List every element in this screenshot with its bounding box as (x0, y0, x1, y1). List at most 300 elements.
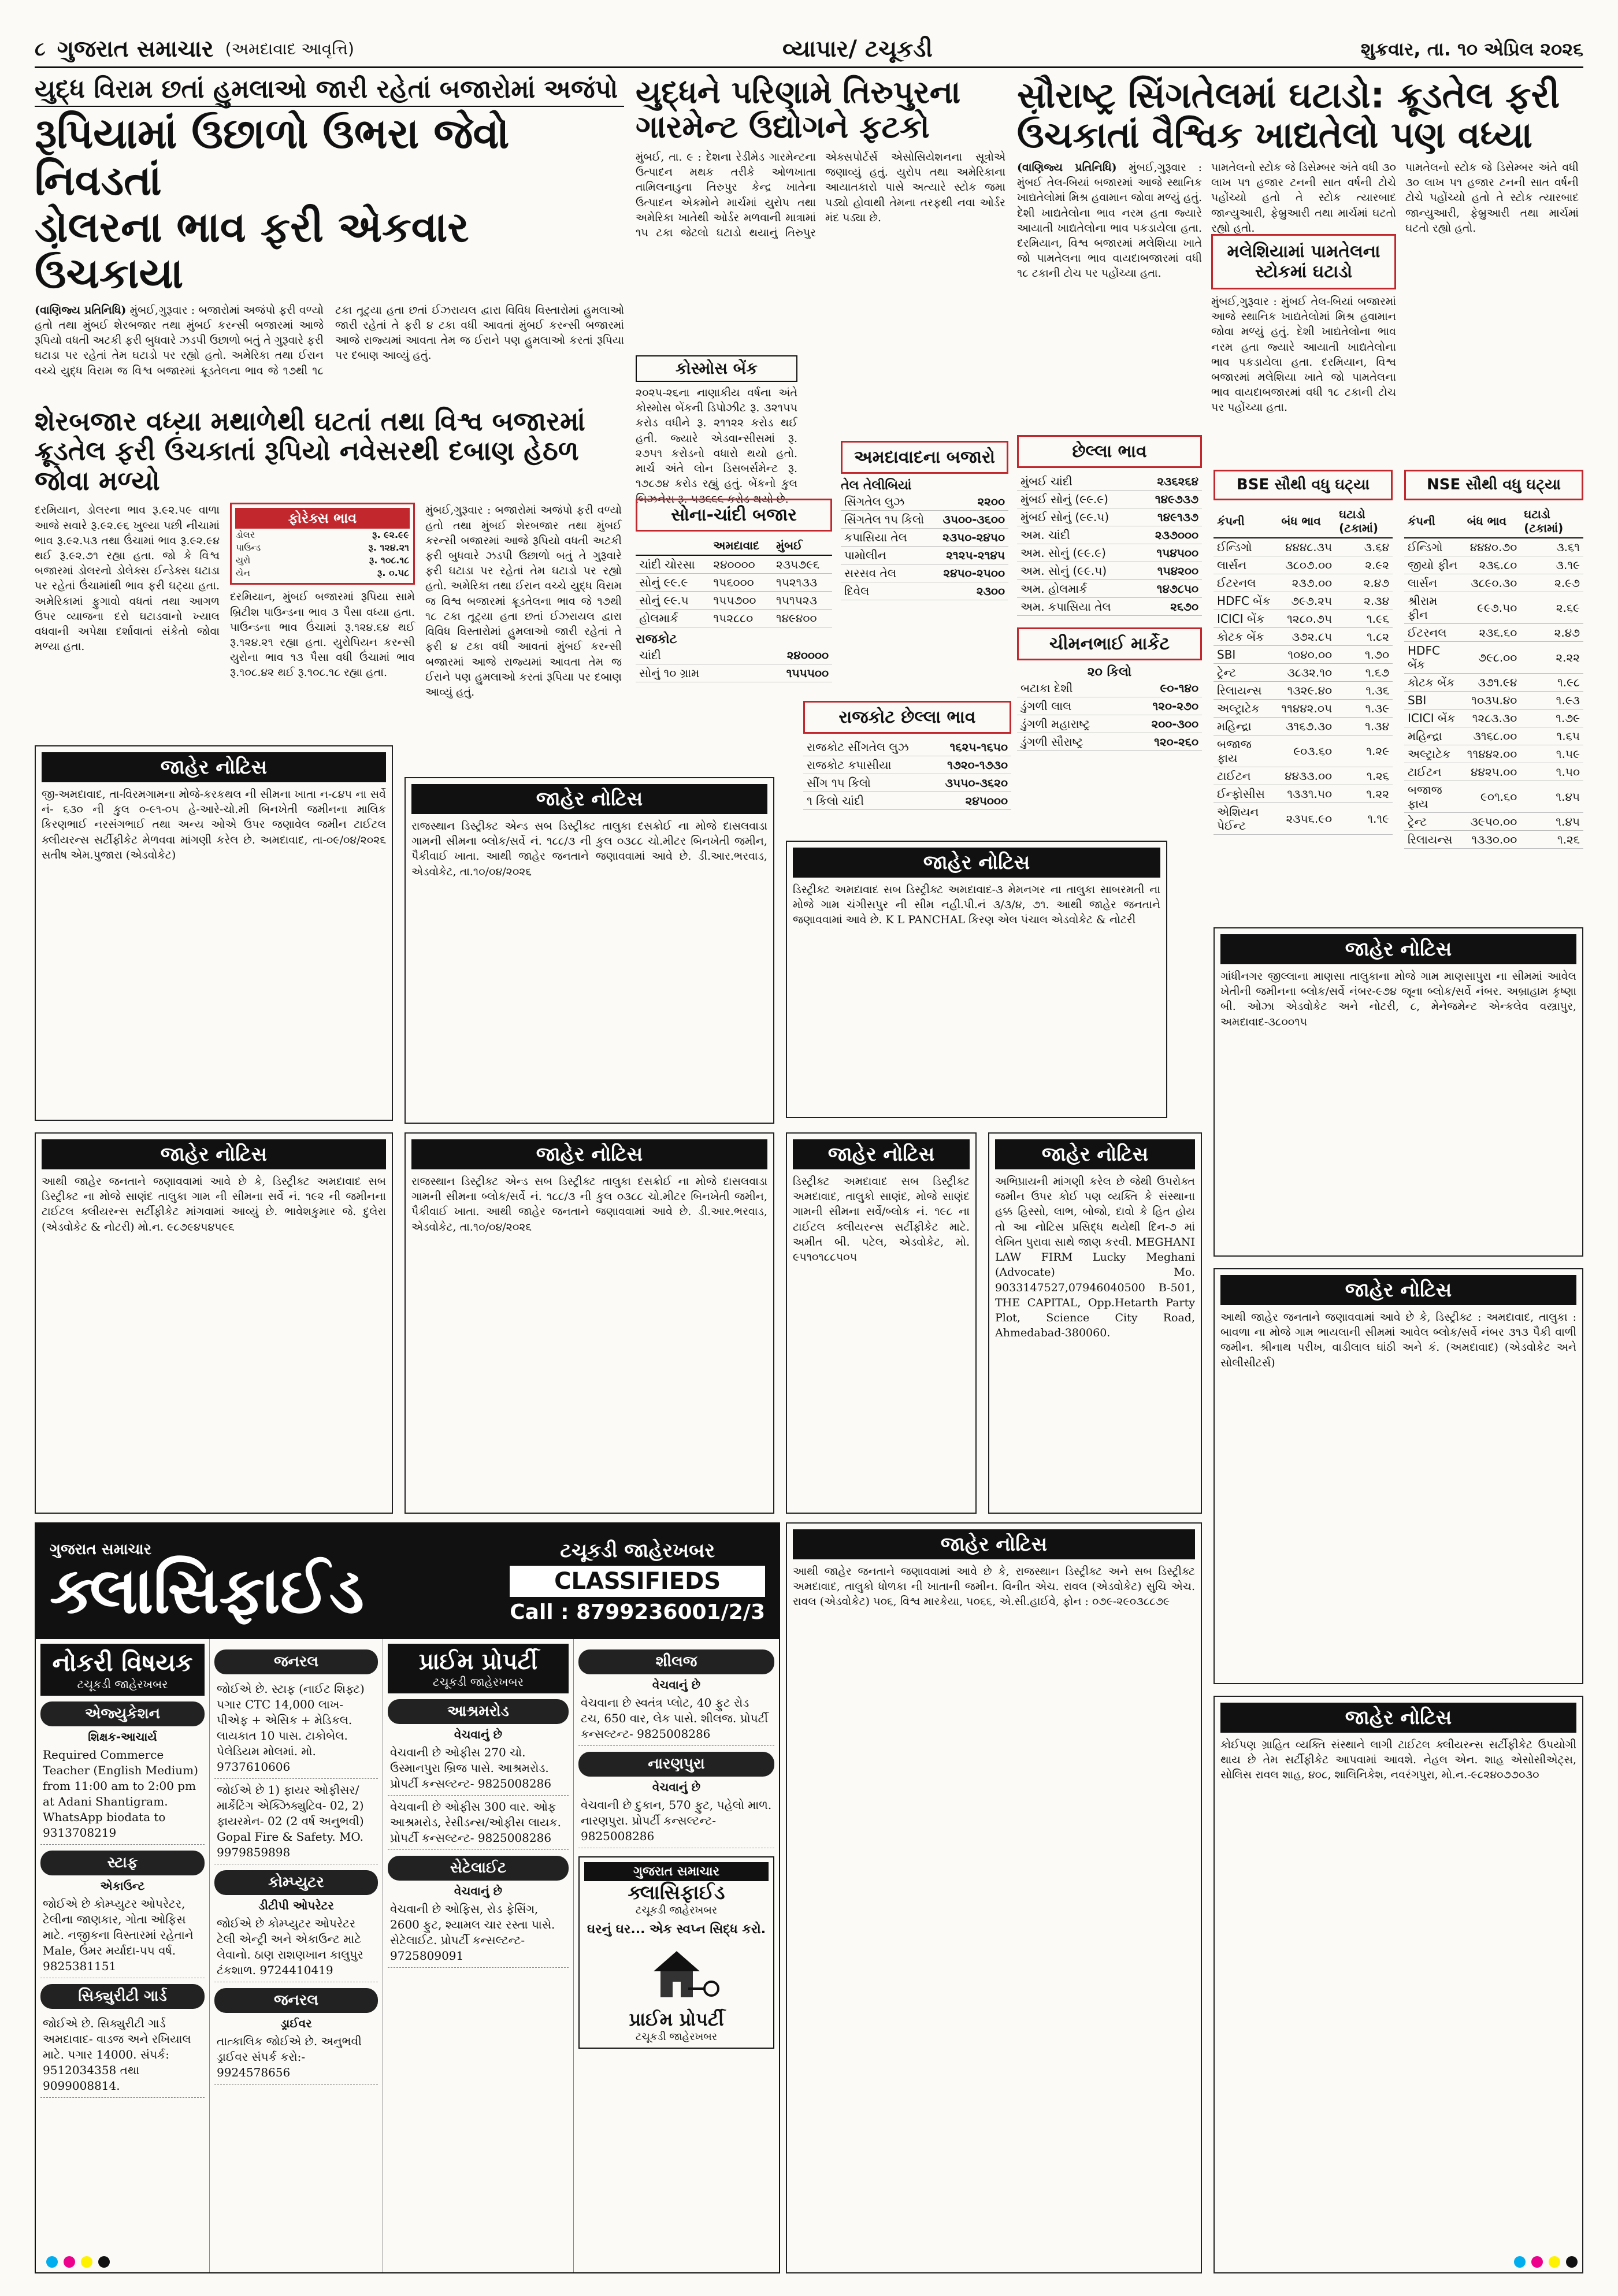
last-price-value: ૨૩૬૨૬૪ (1139, 473, 1202, 491)
bse-change: ૧.૨૬ (1335, 767, 1393, 785)
nse-company: SBI (1404, 692, 1464, 709)
cat-sell-3: વેચવાનું છે (652, 1678, 701, 1692)
notice-7-title: જાહેર નોટિસ (1220, 934, 1576, 964)
bse-close: ૧૨૮૦.૭૫ (1278, 610, 1335, 628)
bse-change: ૧.૩૪ (1335, 718, 1393, 735)
nse-row (1404, 574, 1583, 592)
nse-company: મહિન્દ્રા (1404, 727, 1464, 745)
cat-accounts: એકાઉન્ટ (100, 1879, 145, 1893)
malaysia-title: મલેશિયામાં પામતેલના સ્ટોકમાં ઘટાડો (1211, 234, 1396, 289)
last-prices-table (1017, 473, 1202, 616)
promo-footer-sub: ટચૂકડી જાહેરખબર (635, 2031, 718, 2043)
nse-company: HDFC બેંક (1404, 642, 1464, 674)
bullion-city-1: અમદાવાદ (710, 536, 773, 555)
ahd-market-row (841, 493, 1008, 511)
bse-close: ૧૩૩૧.૫૦ (1278, 785, 1335, 803)
prop-5: વેચવાની છે દુકાન, 570 ફુટ, પહેલો માળ. નારણપુરા. પ્રોપર્ટી કન્સલ્ટન્ટ- 9825008286 (578, 1794, 774, 1848)
nse-row (1404, 674, 1583, 692)
last-price-label: અમ. સોનું (૯૯.૫) (1017, 562, 1139, 580)
bse-close: ૩૭૨.૮૫ (1278, 628, 1335, 646)
notice-9 (786, 1522, 1202, 2273)
notice-6-title: જાહેર નોટિસ (995, 1139, 1195, 1169)
nse-company: બજાજ ફાય (1404, 781, 1464, 813)
newspaper-page (35, 32, 1583, 2262)
classifieds-block (35, 1522, 780, 2273)
nse-header: ઘટાડો (ટકામાં) (1520, 505, 1583, 538)
bse-close: ૭૯૭.૨૫ (1278, 592, 1335, 610)
forex-row (235, 554, 410, 567)
ahd-market-label: સિંગતેલ ૧૫ કિલો (841, 511, 934, 529)
bse-change: ૨.૯૨ (1335, 556, 1393, 574)
ahd-market-label: સિંગતેલ લુઝ (841, 493, 934, 511)
bse-company: અલ્ટ્રાટેક (1214, 700, 1278, 718)
property-title: પ્રાઈમ પ્રોપર્ટી (418, 1648, 538, 1675)
bse-row (1214, 592, 1393, 610)
chimanbhai-title: ચીમનભાઈ માર્કેટ (1017, 627, 1202, 660)
bullion-city-2: મુંબઈ (773, 536, 832, 555)
notice-8-title: જાહેર નોટિસ (1220, 1275, 1576, 1305)
ahd-market-row (841, 547, 1008, 564)
chimanbhai-value: ૯૦-૧૪૦ (1125, 679, 1202, 697)
bullion-rajkot-label: રાજકોટ (636, 632, 677, 647)
ahd-market-row (841, 529, 1008, 547)
bse-close: ૩૧૬૭.૩૦ (1278, 718, 1335, 735)
yellow-dot-right (1549, 2256, 1560, 2268)
classifieds-tag: ટચૂકડી જાહેરખબર (560, 1539, 715, 1562)
bse-table (1214, 505, 1393, 835)
last-price-label: મુંબઈ ચાંદી (1017, 473, 1139, 491)
bse-row (1214, 785, 1393, 803)
last-price-row (1017, 544, 1202, 562)
bse-change: ૩.૬૪ (1335, 538, 1393, 556)
promo-footer: પ્રાઈમ પ્રોપર્ટી (629, 2008, 724, 2030)
rajkot-last-prices (803, 696, 1011, 829)
classifieds-jobs-col (36, 1639, 209, 2272)
magenta-dot (64, 2256, 75, 2268)
last-price-label: મુંબઈ સોનું (૯૯.૯) (1017, 491, 1139, 508)
notice-1 (35, 745, 393, 1121)
notice-3b (404, 1132, 774, 1514)
cosmos-body: ૨૦૨૫-૨૬ના નાણાકીય વર્ષના અંતે કોસ્મોસ બેંકની ડિપોઝીટ રૂ. ૩૨૧૫૫ કરોડ વધીને રૂ. ૨૧૧૨૨ કરોડ થઈ હતી. જ્યારે એડવાન્સીસમાં રૂ. ૨૭૫૧ કરોડનો વધારો થયો હતો. માર્ચ અંતે લોન ડિસબર્સમેન્ટ રૂ. ૧૭૮૭૪ કરોડ રહ્યું હતું. બેંકનો કુલ બિઝનેસ રૂ. ૫૩૬૬૬ કરોડ થયો છે. (636, 387, 797, 506)
notice-4-title: જાહેર નોટિસ (793, 848, 1160, 878)
lead-headline-2: ડોલરના ભાવ ફરી એકવાર ઉંચકાયા (35, 202, 469, 298)
bse-close: ૪૪૪૮.૩૫ (1278, 538, 1335, 556)
notice-10 (1214, 1696, 1583, 2273)
nse-row (1404, 831, 1583, 849)
bullion-rajkot-row (636, 647, 832, 664)
bse-company: કોટક બેંક (1214, 628, 1278, 646)
last-price-value: ૧૫૪૫૦૦ (1139, 544, 1202, 562)
cat-general-2: જનરલ (214, 1988, 378, 2013)
ahd-market-label: દિવેલ (841, 582, 934, 600)
notice-2-body: રાજસ્થાન ડિસ્ટ્રીક્ટ એન્ડ સબ ડિસ્ટ્રીક્ટ તાલુકા દસક્રોઈ ના મોજે દાસલવાડા ગામની સીમના બ્લોક/સર્વે નં. ૧૮૮/૩ ની કુલ ૦૩૮૮ ચો.મીટર બિનખેતી જમીન, પૈકીવાઈ ખાતા. આથી જાહેર જનતાને જણાવવામાં આવે છે. ડી.આર.ભરવાડ, એડવોકેટ, તા.૧૦/૦૪/૨૦૨૬ (411, 820, 767, 878)
nse-row (1404, 592, 1583, 624)
lead-body-continued: મુંબઈ,ગુરૂવાર : બજારોમાં અજંપો ફરી વળ્યો હતો તથા મુંબઈ શેરબજાર તથા મુંબઈ કરન્સી બજારમાં આજે રૂપિયો વધતી અટકી ફરી બુધવારે ઝડપી ઉછાળો બતું તે ગુરૂવારે ફરી ઘટાડા પર રહેતાં તેમ ઘટાડો પર રહ્યો હતો. અમેરિકા તથા ઈરાન વચ્ચે યુદ્ધ વિરામ જ વિશ્વ બજારમાં ક્રૂડતેલના ભાવ જે ૧૭થી ૧૮ ટકા તૂટ્યા હતા છતાં ઈઝરાયલ દ્વારા વિવિધ વિસ્તારોમાં હુમલાઓ જારી રહેતાં તે ફરી ૪ ટકા વધી આવતાં મુંબઈ કરન્સી બજારમાં આજે રાજ્યમાં આવતા તેમ જ ઈરાને પણ હુમલાઓ કરતાં રૂપિયા પર દબાણ આવ્યું હતું. (425, 504, 622, 699)
bse-company: બજાજ ફાય (1214, 735, 1278, 767)
chimanbhai-label: બટાકા દેશી (1017, 679, 1125, 697)
nse-header: કંપની (1404, 505, 1464, 538)
nse-company: ટ્રેન્ટ (1404, 813, 1464, 831)
classifieds-property-col-2 (573, 1639, 779, 2272)
job-7: તાત્કાલિક જોઈએ છે. અનુભવી ડ્રાઈવર સંપર્ક કરો:- 9924578656 (214, 2030, 378, 2085)
forex-row (235, 567, 410, 579)
bse-company: રિલાયન્સ (1214, 682, 1278, 700)
chimanbhai-label: ડુંગળી લાલ (1017, 697, 1125, 715)
job-3: જોઈએ છે. સિક્યુરીટી ગાર્ડ અમદાવાદ- વાડજ અને રખિયાલ માટે. પગાર 14000. સંપર્ક: 9512034358 તથા 9099008814. (40, 2012, 205, 2098)
bse-close: ૧૩૨૯.૪૦ (1278, 682, 1335, 700)
nse-row (1404, 538, 1583, 556)
bse-change: ૧.૭૦ (1335, 646, 1393, 664)
forex-label: ડોલર (236, 529, 255, 541)
notice-8 (1214, 1268, 1583, 1684)
bse-change: ૧.૮૨ (1335, 628, 1393, 646)
bse-company: મહિન્દ્રા (1214, 718, 1278, 735)
bse-company: એશિયન પેઈન્ટ (1214, 803, 1278, 835)
nse-losers (1404, 465, 1583, 916)
notice-9-title: જાહેર નોટિસ (793, 1529, 1195, 1559)
bse-company: ઈન્ડિગો (1214, 538, 1278, 556)
nse-close: ૧૩૩૦.૦૦ (1464, 831, 1521, 849)
bse-row (1214, 538, 1393, 556)
last-price-row (1017, 598, 1202, 616)
nse-close: ૨૩૬.૬૦ (1464, 624, 1521, 642)
notice-9-body: આથી જાહેર જનતાને જણાવવામાં આવે છે કે, રાજસ્થાન ડિસ્ટ્રીક્ટ અને સબ ડિસ્ટ્રીક્ટ અમદાવાદ, તાલુકો ધોળકા ની ખાતાની જમીન. વિનીત એચ. રાવલ (એડવોકેટ) સુચિ એચ. રાવલ (એડવોકેટ) ૫૦૬, વિશ્વ મારકેયા, ૫૦૬૬, એ.સી.હાઈવે, ફોન : ૦૭૯-૨૯૦૩૮૮૭૯ (793, 1565, 1195, 1608)
ahd-market-value: ૨૩૦૦ (934, 582, 1008, 600)
nse-row (1404, 709, 1583, 727)
job-1: Required Commerce Teacher (English Medium) from 11:00 am to 2:00 pm at Adani Shantigram. WhatsApp biodata to 9313708219 (40, 1744, 205, 1845)
notice-10-title: જાહેર નોટિસ (1220, 1703, 1576, 1733)
lead-story (35, 75, 624, 740)
cat-sell-4: વેચવાનું છે (652, 1780, 701, 1794)
ahd-market-value: ૨૧૨૫-૨૧૪૫ (934, 547, 1008, 564)
nse-row (1404, 813, 1583, 831)
nse-change: ૧.૬૫ (1520, 727, 1583, 745)
notice-10-body: કોઈપણ ગ્રાહિત વ્યક્તિ સંસ્થાને લાગી ટાઈટલ ક્લીયરન્સ સર્ટીફીકેટ ઉપયોગી થાય છે તેમ સર્ટીફીકેટ આપવામાં આવશે. નેહલ એન. શાહ એસોસીએટ્સ, સોલિસ રાવલ શાહ, ૪૦૮, શાલિનિકેશ, નવરંગપુરા, મો.ન.-૯૮૨૪૦૭૭૦૩૦ (1220, 1738, 1576, 1782)
chimanbhai-unit: ૨૦ કિલો (1087, 665, 1132, 679)
ahd-market-value: ૨૩૫૦-૨૪૫૦ (934, 529, 1008, 547)
bse-row (1214, 803, 1393, 835)
last-price-label: અમ. કપાસિયા તેલ (1017, 598, 1139, 616)
issue-date: શુક્રવાર, તા. ૧૦ એપ્રિલ ૨૦૨૬ (1360, 38, 1583, 60)
jobs-title: નોકરી વિષયક (52, 1648, 193, 1677)
nse-change: ૩.૧૯ (1520, 556, 1583, 574)
bse-title: BSE સૌથી વધુ ઘટ્યા (1214, 470, 1393, 500)
nse-row (1404, 624, 1583, 642)
chimanbhai-value: ૧૨૦-૨૭૦ (1125, 697, 1202, 715)
bullion-label: ચાંદી ચોરસા (636, 555, 710, 574)
chimanbhai-label: ડુંગળી સૌરાષ્ટ્ર (1017, 733, 1125, 751)
last-price-label: મુંબઈ સોનું (૯૯.૫) (1017, 508, 1139, 526)
nse-row (1404, 763, 1583, 781)
nse-close: ૯૦૧.૬૦ (1464, 781, 1521, 813)
cat-driver: ડ્રાઈવર (280, 2016, 312, 2030)
promo-box (578, 1856, 774, 2049)
bse-change: ૧.૬૭ (1335, 664, 1393, 682)
cat-staff: સ્ટાફ (40, 1851, 205, 1875)
cat-naranpura: નારણપુરા (578, 1752, 774, 1777)
singtel-headline-1: સૌરાષ્ટ્ર સિંગતેલમાં ઘટાડો: ક્રૂડતેલ ફરી (1017, 74, 1560, 116)
notice-1-title: જાહેર નોટિસ (42, 752, 386, 782)
bse-company: ટાઈટન (1214, 767, 1278, 785)
chimanbhai-value: ૧૨૦-૨૬૦ (1125, 733, 1202, 751)
cat-ashram: આશ્રમરોડ (388, 1699, 569, 1724)
nse-close: ૪૪૨૫.૦૦ (1464, 763, 1521, 781)
bullion-value-1: ૧૫૫૭૦૦ (710, 592, 773, 610)
bse-header: કંપની (1214, 505, 1278, 538)
nse-company: રિલાયન્સ (1404, 831, 1464, 849)
ahd-market-value: ૨૨૦૦ (934, 493, 1008, 511)
cat-shilaj: શીલજ (578, 1649, 774, 1674)
notice-2 (404, 777, 774, 1124)
bse-company: ઈન્ફોસીસ (1214, 785, 1278, 803)
nse-row (1404, 745, 1583, 763)
nse-company: શ્રીરામ ફીન (1404, 592, 1464, 624)
bse-row (1214, 556, 1393, 574)
notice-2-title: જાહેર નોટિસ (411, 784, 767, 814)
rajkot-last-row (803, 738, 1011, 756)
rajkot-last-row (803, 792, 1011, 810)
nse-title: NSE સૌથી વધુ ઘટ્યા (1404, 470, 1583, 500)
ahd-market-row (841, 582, 1008, 600)
ahd-market-row (841, 564, 1008, 582)
bullion-label: સોનું ૯૯.૯ (636, 574, 710, 592)
forex-value: રૂ. ૧૨૪.૨૧ (368, 542, 409, 553)
paper-name: ગુજરાત સમાચાર (57, 36, 214, 62)
nse-close: ૨૩૬.૮૦ (1464, 556, 1521, 574)
black-dot (98, 2256, 110, 2268)
bse-row (1214, 700, 1393, 718)
nse-change: ૧.૯૮ (1520, 674, 1583, 692)
garment-body: મુંબઈ, તા. ૯ : દેશના રેડીમેડ ગારમેન્ટના ઉત્પાદન મથક તરીકે ઓળખાતા તામિલનાડુના તિરુપુર કેન્દ્ર ખાતેના ઉત્પાદન એકમોને માર્ચમાં યુરોપ તથા અમેરિકા ખાતેથી ઓર્ડર મળવાની માત્રામાં ૧૫ ટકા જેટલો ઘટાડો થયાનું તિરુપુર એક્સપોર્ટર્સ એસોસિયેશનના સૂત્રોએ જણાવ્યું હતું. યુરોપ તથા અમેરિકાના આયાતકારો પાસે અત્યારે સ્ટોક જમા પડ્યો હોવાથી તેમના તરફથી નવા ઓર્ડર મંદ પડ્યા છે. (636, 150, 1005, 240)
nse-company: જીયો ફીન (1404, 556, 1464, 574)
rajkot-last-value: ૧૭૨૦-૧૭૩૦ (930, 756, 1011, 774)
nse-company: લાર્સન (1404, 574, 1464, 592)
last-price-label: અમ. ચાંદી (1017, 526, 1139, 544)
bullion-box (636, 494, 832, 737)
bullion-value-2: ૧૫૧૫૨૩ (773, 592, 832, 610)
nse-close: ૧૧૪૪૨.૦૦ (1464, 745, 1521, 763)
nse-row (1404, 692, 1583, 709)
edition: (અમદાવાદ આવૃત્તિ) (225, 39, 354, 58)
notice-7-body: ગાંધીનગર જીલ્લાના માણસા તાલુકાના મોજે ગામ માણસાપુરા ના સીમમાં આવેલ ખેતીની જમીનના બ્લોક/સર્વે નંબર-૯૭૪ જૂના બ્લોક/સર્વે નંબર. અબ્રાહામ કૃષ્ણા બી. ઓઝા એડવોકેટ અને નોટરી, ૮, મેનેજમેન્ટ એન્કલેવ વસ્ત્રાપુર, અમદાવાદ-૩૮૦૦૧૫ (1220, 970, 1576, 1028)
bse-close: ૨૩૭.૦૦ (1278, 574, 1335, 592)
page-number: ૮ (35, 38, 46, 61)
classifieds-big-title: ક્લાસિફાઈડ (50, 1553, 365, 1628)
lead-headline-1: રૂપિયામાં ઉછાળો ઉભરા જેવો નિવડતાં (35, 109, 510, 205)
forex-label: યુરો (236, 555, 251, 566)
cat-security: સિક્યુરીટી ગાર્ડ (40, 1984, 205, 2009)
cyan-dot (46, 2256, 58, 2268)
bse-change: ૧.૨૯ (1335, 735, 1393, 767)
rajkot-last-title: રાજકોટ છેલ્લા ભાવ (803, 701, 1011, 734)
rajkot-last-row (803, 756, 1011, 774)
nse-close: ૧૨૮૩.૩૦ (1464, 709, 1521, 727)
bullion-value-2: ૧૫૨૧૩૩ (773, 574, 832, 592)
forex-label: પાઉન્ડ (236, 542, 261, 553)
chimanbhai-row (1017, 733, 1202, 751)
ahmedabad-markets-table (841, 493, 1008, 600)
nse-row (1404, 781, 1583, 813)
bullion-label: સોનું ૯૯.૫ (636, 592, 710, 610)
bse-close: ૨૩૫૬.૯૦ (1278, 803, 1335, 835)
story-singtel (1017, 75, 1583, 422)
registration-marks (35, 2256, 1583, 2270)
lead-body-3: દરમિયાન, મુંબઈ બજારમાં રૂપિયા સામે બ્રિટીશ પાઉન્ડના ભાવ ૩ પૈસા વધ્યા હતા. પાઉન્ડના ભાવ ઉંચામાં રૂ.૧૨૪.૬૪ થઈ રૂ.૧૨૪.૨૧ રહ્યા હતા. યુરોપિયન કરન્સી યુરોના ભાવ ૧૩ પૈસા વધી ઉંચામાં ભાવ રૂ.૧૦૮.૪૨ થઈ રૂ.૧૦૮.૧૮ રહ્યા હતા. (230, 590, 415, 679)
nse-change: ૧.૫૦ (1520, 763, 1583, 781)
nse-company: અલ્ટ્રાટેક (1404, 745, 1464, 763)
bse-change: ૨.૩૪ (1335, 592, 1393, 610)
bullion-value-1: ૨૪૦૦૦૦ (710, 555, 773, 574)
rajkot-last-table (803, 738, 1011, 810)
notice-4-body: ડિસ્ટ્રીક્ટ અમદાવાદ સબ ડિસ્ટ્રીક્ટ અમદાવાદ-૩ મેમનગર ના તાલુકા સાબરમતી ના મોજે ગામ ચંગીસપુર ની સીમ નહી.પી.નં ૩/૩/૪, ૭૧. આથી જાહેર જનતાને જણાવવામાં આવે છે. K L PANCHAL કિરણ એલ પંચાલ એડવોકેટ & નોટરી (793, 883, 1160, 927)
forex-table (235, 529, 410, 579)
notice-3b-title: જાહેર નોટિસ (411, 1139, 767, 1169)
chimanbhai-row (1017, 679, 1202, 697)
bse-row (1214, 682, 1393, 700)
bullion-rajkot-label: સોનું ૧૦ ગ્રામ (636, 664, 749, 682)
bse-row (1214, 628, 1393, 646)
bse-company: લાર્સન (1214, 556, 1278, 574)
last-price-row (1017, 562, 1202, 580)
bse-close: ૧૦૪૦.૦૦ (1278, 646, 1335, 664)
nse-close: ૩૧૬૮.૦૦ (1464, 727, 1521, 745)
prop-4: વેચવાના છે સ્વતંત્ર પ્લોટ, 40 ફુટ રોડ ટચ, 650 વાર, લેક પાસે. શીલજ. પ્રોપર્ટી કન્સલ્ટન્ટ- 9825008286 (578, 1692, 774, 1746)
nse-change: ૨.૨૨ (1520, 642, 1583, 674)
job-6: જોઈએ છે કોમ્પ્યુટર ઓપરેટર ટેલી એન્ટ્રી અને એકાઉન્ટ માટે લેવાનો. ઠાણ રાશણખાન કાલુપુર ટંકશાળ. 9724410419 (214, 1912, 378, 1982)
garment-headline: યુદ્ધને પરિણામે તિરુપુરના ગારમેન્ટ ઉદ્યોગને ફટકો (636, 74, 961, 146)
jobs-banner (40, 1644, 205, 1696)
last-price-value: ૧૪૯૧૩૭ (1139, 508, 1202, 526)
bse-change: ૧.૯૬ (1335, 610, 1393, 628)
ahd-market-label: સરસવ તેલ (841, 564, 934, 582)
cat-sell-2: વેચવાનું છે (454, 1884, 503, 1898)
bse-change: ૧.૩૯ (1335, 700, 1393, 718)
bse-close: ૩૮૩૨.૧૦ (1278, 664, 1335, 682)
nse-row (1404, 556, 1583, 574)
bse-row (1214, 767, 1393, 785)
rajkot-last-label: ૧ કિલો ચાંદી (803, 792, 930, 810)
bse-close: ૧૧૪૪૨.૦૫ (1278, 700, 1335, 718)
last-price-row (1017, 580, 1202, 598)
bullion-rajkot-table (636, 647, 832, 682)
bse-change: ૧.૨૨ (1335, 785, 1393, 803)
section-title: વ્યાપાર/ ટચૂકડી (782, 36, 933, 62)
nse-company: કોટક બેંક (1404, 674, 1464, 692)
last-prices-title: છેલ્લા ભાવ (1017, 435, 1202, 468)
nse-close: ૯૯૭.૫૦ (1464, 592, 1521, 624)
bullion-row (636, 610, 832, 627)
singtel-headline-2: ઉંચકાતાં વૈશ્વિક ખાદ્યતેલો પણ વધ્યા (1017, 114, 1532, 157)
malaysia-lead: પામતેલનો સ્ટોક જે ડિસેમ્બર અંતે વધી ૩૦ લાખ ૫૧ હજાર ટનની સાત વર્ષની ટોચે પહોંચ્યો હતો તે સ્ટોક ત્યારબાદ જાન્યુઆરી, ફેબ્રુઆરી તથા માર્ચમાં ઘટતો રહ્યો હતો. (1211, 161, 1396, 235)
singtel-body (1017, 160, 1202, 391)
property-sub: ટચૂકડી જાહેરખબર (433, 1675, 524, 1689)
last-price-row (1017, 491, 1202, 508)
nse-change: ૩.૬૧ (1520, 538, 1583, 556)
singtel-body-2: પામતેલનો સ્ટોક જે ડિસેમ્બર અંતે વધી ૩૦ લાખ ૫૧ હજાર ટનની સાત વર્ષની ટોચે પહોંચ્યો હતો તે સ્ટોક ત્યારબાદ જાન્યુઆરી, ફેબ્રુઆરી તથા માર્ચમાં ઘટતો રહ્યો હતો. (1405, 161, 1579, 235)
yellow-dot (81, 2256, 92, 2268)
classifieds-paper-name: ગુજરાત સમાચાર (50, 1540, 152, 1558)
forex-value: રૂ. ૧૦૮.૧૮ (369, 555, 409, 566)
nse-change: ૧.૭૯ (1520, 709, 1583, 727)
notice-3 (35, 1132, 393, 1514)
nse-row (1404, 642, 1583, 674)
cat-general: જનરલ (214, 1649, 378, 1674)
bse-change: ૧.૩૬ (1335, 682, 1393, 700)
bse-row (1214, 664, 1393, 682)
promo-paper: ગુજરાત સમાચાર (584, 1862, 769, 1881)
bullion-row (636, 555, 832, 574)
notice-3-body: આથી જાહેર જનતાને જણાવવામાં આવે છે કે, ડિસ્ટ્રીક્ટ અમદાવાદ સબ ડિસ્ટ્રીક્ટ ના મોજે સાણંદ તાલુકા ગામ ની સીમના સર્વે નં. ૧૯૨ ની જમીનના ટાઈટલ ક્લીયરન્સ સર્ટીફીકેટ માંગવામાં આવ્યું છે. ભાવેશકુમાર જે. દુલેરા (એડવોકેટ & નોટરી) મો.ન. ૯૮૭૯૪૫૪૫૯૬ (42, 1175, 386, 1234)
notice-7 (1214, 927, 1583, 1257)
masthead (35, 32, 1583, 68)
ahd-market-row (841, 511, 1008, 529)
bullion-rajkot-row (636, 664, 832, 682)
cat-sell-1: વેચવાનું છે (454, 1727, 503, 1741)
rajkot-last-value: ૧૬૨૫-૧૬૫૦ (930, 738, 1011, 756)
singtel-body-text: મુંબઈ,ગુરૂવાર : મુંબઈ તેલ-બિયાં બજારમાં આજે સ્થાનિક ખાદ્યતેલોમાં મિશ્ર હવામાન જોવા મળ્યું હતું. દેશી ખાદ્યતેલોના ભાવ નરમ હતા જ્યારે આયાતી ખાદ્યતેલોના ભાવ પકડાયેલા હતા. દરમિયાન, વિશ્વ બજારમાં મલેશિયા ખાતે જો પામતેલના ભાવ વાયદાબજારમાં વધી ૧૮ ટકાની ટોચ પર પહોંચ્યા હતા. (1017, 161, 1202, 280)
notice-3-title: જાહેર નોટિસ (42, 1139, 386, 1169)
nse-change: ૨.૪૭ (1520, 624, 1583, 642)
malaysia-body: મુંબઈ,ગુરૂવાર : મુંબઈ તેલ-બિયાં બજારમાં આજે સ્થાનિક ખાદ્યતેલોમાં મિશ્ર હવામાન જોવા મળ્યું હતું. દેશી ખાદ્યતેલોના ભાવ નરમ હતા જ્યારે આયાતી ખાદ્યતેલોના ભાવ પકડાયેલા હતા. દરમિયાન, વિશ્વ બજારમાં મલેશિયા ખાતે જો પામતેલના ભાવ વાયદાબજારમાં વધી ૧૮ ટકાની ટોચ પર પહોંચ્યા હતા. (1211, 295, 1396, 414)
bse-close: ૩૮૦૭.૦૦ (1278, 556, 1335, 574)
bse-company: ટ્રેન્ટ (1214, 664, 1278, 682)
bse-change: ૨.૪૭ (1335, 574, 1393, 592)
last-price-label: અમ. સોનું (૯૯.૯) (1017, 544, 1139, 562)
lead-body (35, 303, 624, 401)
jobs-sub: ટચૂકડી જાહેરખબર (77, 1677, 168, 1691)
forex-title: ફોરેક્સ ભાવ (235, 508, 410, 529)
notice-1-body: જી-અમદાવાદ, તા-વિરમગામના મોજે-કરકથલ ની સીમના ખાતા ન-૮૪૫ ના સર્વે નં- ૬૩૦ ની કુલ ૦-૯૧-૦૫ હે-આરે-ચો.મી બિનખેતી જમીનના માલિક કિરણભાઈ નરસંગભાઈ તથા અન્ય ઓએ ઉપર જણાવેલ જમીન ટાઈટલ ક્લીયરન્સ સર્ટીફીકેટ મેળવવા માંગણી કરેલ છે. અમદાવાદ, તા-૦૯/૦૪/૨૦૨૬ સતીષ એમ.પુજારા (એડવોકેટ) (42, 788, 386, 861)
bse-close: ૯૦૩.૬૦ (1278, 735, 1335, 767)
classifieds-en-title: CLASSIFIEDS (510, 1566, 765, 1597)
property-banner (388, 1644, 569, 1693)
bse-row (1214, 735, 1393, 767)
bse-header: બંધ ભાવ (1278, 505, 1335, 538)
promo-title: ક્લાસિફાઈડ (628, 1881, 725, 1904)
bullion-value-2: ૧૪૯૪૦૦ (773, 610, 832, 627)
cyan-dot-right (1514, 2256, 1526, 2268)
bullion-value-1: ૧૫૨૮૮૦ (710, 610, 773, 627)
forex-value: રૂ. ૯૨.૯૯ (372, 529, 409, 541)
forex-label: યેન (236, 567, 251, 579)
last-price-value: ૨૩૭૦૦૦ (1139, 526, 1202, 544)
lead-subhead: શેરબજાર વધ્યા મથાળેથી ઘટતાં તથા વિશ્વ બજારમાં ક્રૂડતેલ ફરી ઉંચકાતાં રૂપિયો નવેસરથી દબાણ હેઠળ જોવા મળ્યો (35, 405, 585, 496)
last-price-value: ૧૪૭૮૫૦ (1139, 580, 1202, 598)
bullion-title: સોના-ચાંદી બજાર (636, 499, 832, 532)
bse-close: ૪૪૩૩.૦૦ (1278, 767, 1335, 785)
ahmedabad-markets (841, 436, 1008, 690)
last-prices (1017, 430, 1202, 754)
bullion-table (636, 536, 832, 627)
job-5: જોઈએ છે 1) ફાયર ઓફીસર/માર્કેટિંગ એક્ઝિક્યુટિવ- 02, 2) ફાયરમેન- 02 (2 વર્ષ અનુભવી) Gopal Fire & Safety. MO. 9979859898 (214, 1779, 378, 1864)
bse-row (1214, 718, 1393, 735)
bse-row (1214, 574, 1393, 592)
cat-satellite: સેટેલાઈટ (388, 1856, 569, 1881)
promo-sub: ટચૂકડી જાહેરખબર (635, 1904, 718, 1916)
bullion-rajkot-value: ૧૫૫૫૦૦ (749, 664, 832, 682)
nse-close: ૭૯૮.૦૦ (1464, 642, 1521, 674)
bse-header: ઘટાડો (ટકામાં) (1335, 505, 1393, 538)
notice-5 (786, 1132, 977, 1514)
rajkot-last-label: સીંગ ૧૫ કિલો (803, 774, 930, 792)
last-price-value: ૨૬૭૦ (1139, 598, 1202, 616)
nse-close: ૪૪૪૦.૭૦ (1464, 538, 1521, 556)
classifieds-header (36, 1524, 779, 1639)
house-key-icon (619, 1942, 734, 2006)
nse-company: ICICI બેંક (1404, 709, 1464, 727)
nse-change: ૨.૬૯ (1520, 592, 1583, 624)
bse-change: ૧.૧૯ (1335, 803, 1393, 835)
